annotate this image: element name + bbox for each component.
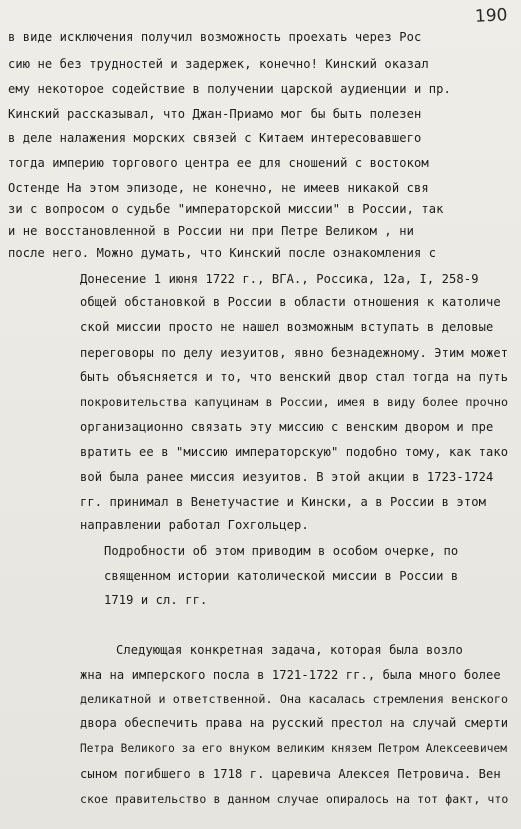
body-line: ему некоторое содействие в получении царской аудиенции и пр. (8, 82, 451, 96)
body-line: организационно связать эту миссию с венским двором и пре (80, 420, 494, 434)
body-line: после него. Можно думать, что Кинский после ознакомления с (8, 246, 437, 260)
body-line: тогда империю торгового центра ее для сношений с востоком (8, 156, 429, 170)
body-line: деликатной и ответственной. Она касалась стремления венского (80, 692, 509, 706)
note-line: 1719 и сл. гг. (104, 593, 208, 607)
body-line: зи с вопросом о судьбе "императорской миссии" в России, так (8, 202, 444, 216)
body-line: общей обстановкой в России в области отношения к католиче (80, 295, 501, 309)
body-line: гг. принимал в Венетучастие и Кински, а в России в этом (80, 495, 486, 509)
body-line: переговоры по делу иезуитов, явно безнадежному. Этим может (80, 346, 509, 360)
body-line: Следующая конкретная задача, которая была возло (116, 643, 463, 657)
body-line: Петра Великого за его внуком великим князем Петром Алексеевичем (80, 742, 508, 755)
body-line: ское правительство в данном случае опиралось на тот факт, что (80, 792, 509, 806)
body-line: двора обеспечить права на русский престол на случай смерти (80, 716, 509, 730)
body-line: вратить ее в "миссию императорскую" подобно тому, как тако (80, 445, 509, 459)
body-line: жна на имперского посла в 1721-1722 гг., была много более (80, 668, 501, 682)
body-line: в деле налажения морских связей с Китаем интересовавшего (8, 131, 422, 145)
note-line: священном истории католической миссии в России в (104, 569, 459, 583)
body-line: направлении работал Гохгольцер. (80, 518, 309, 532)
body-line: в виде исключения получил возможность проехать через Рос (8, 30, 422, 44)
body-line: сыном погибшего в 1718 г. царевича Алексея Петровича. Вен (80, 767, 501, 781)
body-line: и не восстановленной в России ни при Петре Великом , ни (8, 224, 414, 238)
body-line: быть объясняется и то, что венский двор стал тогда на путь (80, 370, 509, 384)
footnote: Донесение 1 июня 1722 г., ВГА., Россика, 12а, I, 258-9 (80, 272, 479, 286)
body-line: Остенде На этом эпизоде, не конечно, не имеев никакой свя (8, 181, 429, 195)
body-line: вой была ранее миссия иезуитов. В этой акции в 1723-1724 (80, 470, 494, 484)
body-line: Кинский рассказывал, что Джан-Приамо мог бы быть полезен (8, 107, 422, 121)
note-line: Подробности об этом приводим в особом очерке, по (104, 544, 459, 558)
body-line: ской миссии просто не нашел возможным вступать в деловые (80, 320, 494, 334)
page-number: 190 (474, 5, 508, 27)
body-line: сию не без трудностей и задержек, конечно! Кинский оказал (8, 57, 429, 71)
body-line: покровительства капуцинам в России, имея в виду более прочно (80, 395, 509, 409)
